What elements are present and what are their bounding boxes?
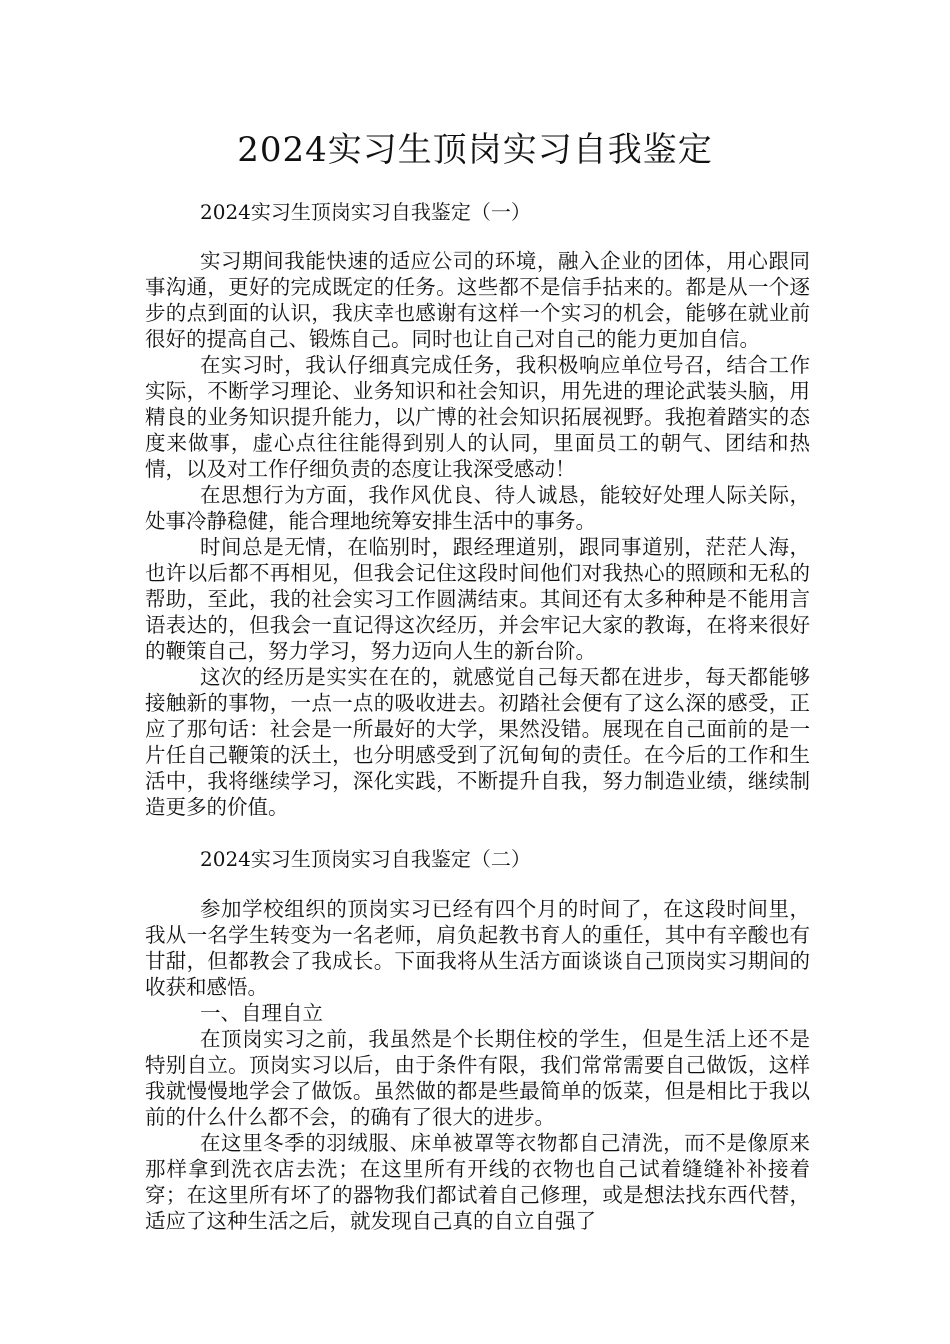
- paragraph: 在实习时，我认仔细真完成任务，我积极响应单位号召，结合工作实际，不断学习理论、业务知识和社会知识，用先进的理论武装头脑，用精良的业务知识提升能力，以广博的社会知识拓展视野。我抱着踏实的态度来做事，虚心点往往能得到别人的认同，里面员工的朝气、团结和热情，以及对工作仔细负责的态度让我深受感动！: [145, 353, 810, 481]
- document-title: 2024实习生顶岗实习自我鉴定: [237, 130, 713, 170]
- section-heading-2: 2024实习生顶岗实习自我鉴定（二）: [200, 847, 531, 871]
- section-heading-1: 2024实习生顶岗实习自我鉴定（一）: [200, 200, 531, 224]
- section-2-body: [145, 896, 810, 1234]
- paragraph: 在顶岗实习之前，我虽然是个长期住校的学生，但是生活上还不是特别自立。顶岗实习以后，由于条件有限，我们常常需要自己做饭，这样我就慢慢地学会了做饭。虽然做的都是些最简单的饭菜，但是相比于我以前的什么什么都不会，的确有了很大的进步。: [145, 1027, 810, 1129]
- paragraph: 参加学校组织的顶岗实习已经有四个月的时间了，在这段时间里，我从一名学生转变为一名老师，肩负起教书育人的重任，其中有辛酸也有甘甜，但都教会了我成长。下面我将从生活方面谈谈自己顶岗实习期间的收获和感悟。: [145, 897, 810, 999]
- section-1-body: [145, 248, 810, 820]
- paragraph: 这次的经历是实实在在的，就感觉自己每天都在进步，每天都能够接触新的事物，一点一点的吸收进去。初踏社会便有了这么深的感受，正应了那句话：社会是一所最好的大学，果然没错。展现在自己面前的是一片任自己鞭策的沃土，也分明感受到了沉甸甸的责任。在今后的工作和生活中，我将继续学习，深化实践，不断提升自我，努力制造业绩，继续制造更多的价值。: [145, 665, 810, 819]
- paragraph: 实习期间我能快速的适应公司的环境，融入企业的团体，用心跟同事沟通，更好的完成既定的任务。这些都不是信手拈来的。都是从一个逐步的点到面的认识，我庆幸也感谢有这样一个实习的机会，能够在就业前很好的提高自己、锻炼自己。同时也让自己对自己的能力更加自信。: [145, 249, 810, 351]
- paragraph: 时间总是无情，在临别时，跟经理道别，跟同事道别，茫茫人海，也许以后都不再相见，但我会记住这段时间他们对我热心的照顾和无私的帮助，至此，我的社会实习工作圆满结束。其间还有太多种种是不能用言语表达的，但我会一直记得这次经历，并会牢记大家的教诲，在将来很好的鞭策自己，努力学习，努力迈向人生的新台阶。: [145, 535, 810, 663]
- paragraph: 在思想行为方面，我作风优良、待人诚恳，能较好处理人际关际，处事冷静稳健，能合理地统筹安排生活中的事务。: [145, 483, 810, 533]
- subheading: 一、自理自立: [200, 1001, 323, 1025]
- paragraph: 在这里冬季的羽绒服、床单被罩等衣物都自己清洗，而不是像原来那样拿到洗衣店去洗；在这里所有开线的衣物也自己试着缝缝补补接着穿；在这里所有坏了的器物我们都试着自己修理，或是想法找东西代替，适应了这种生活之后，就发现自己真的自立自强了: [145, 1131, 810, 1233]
